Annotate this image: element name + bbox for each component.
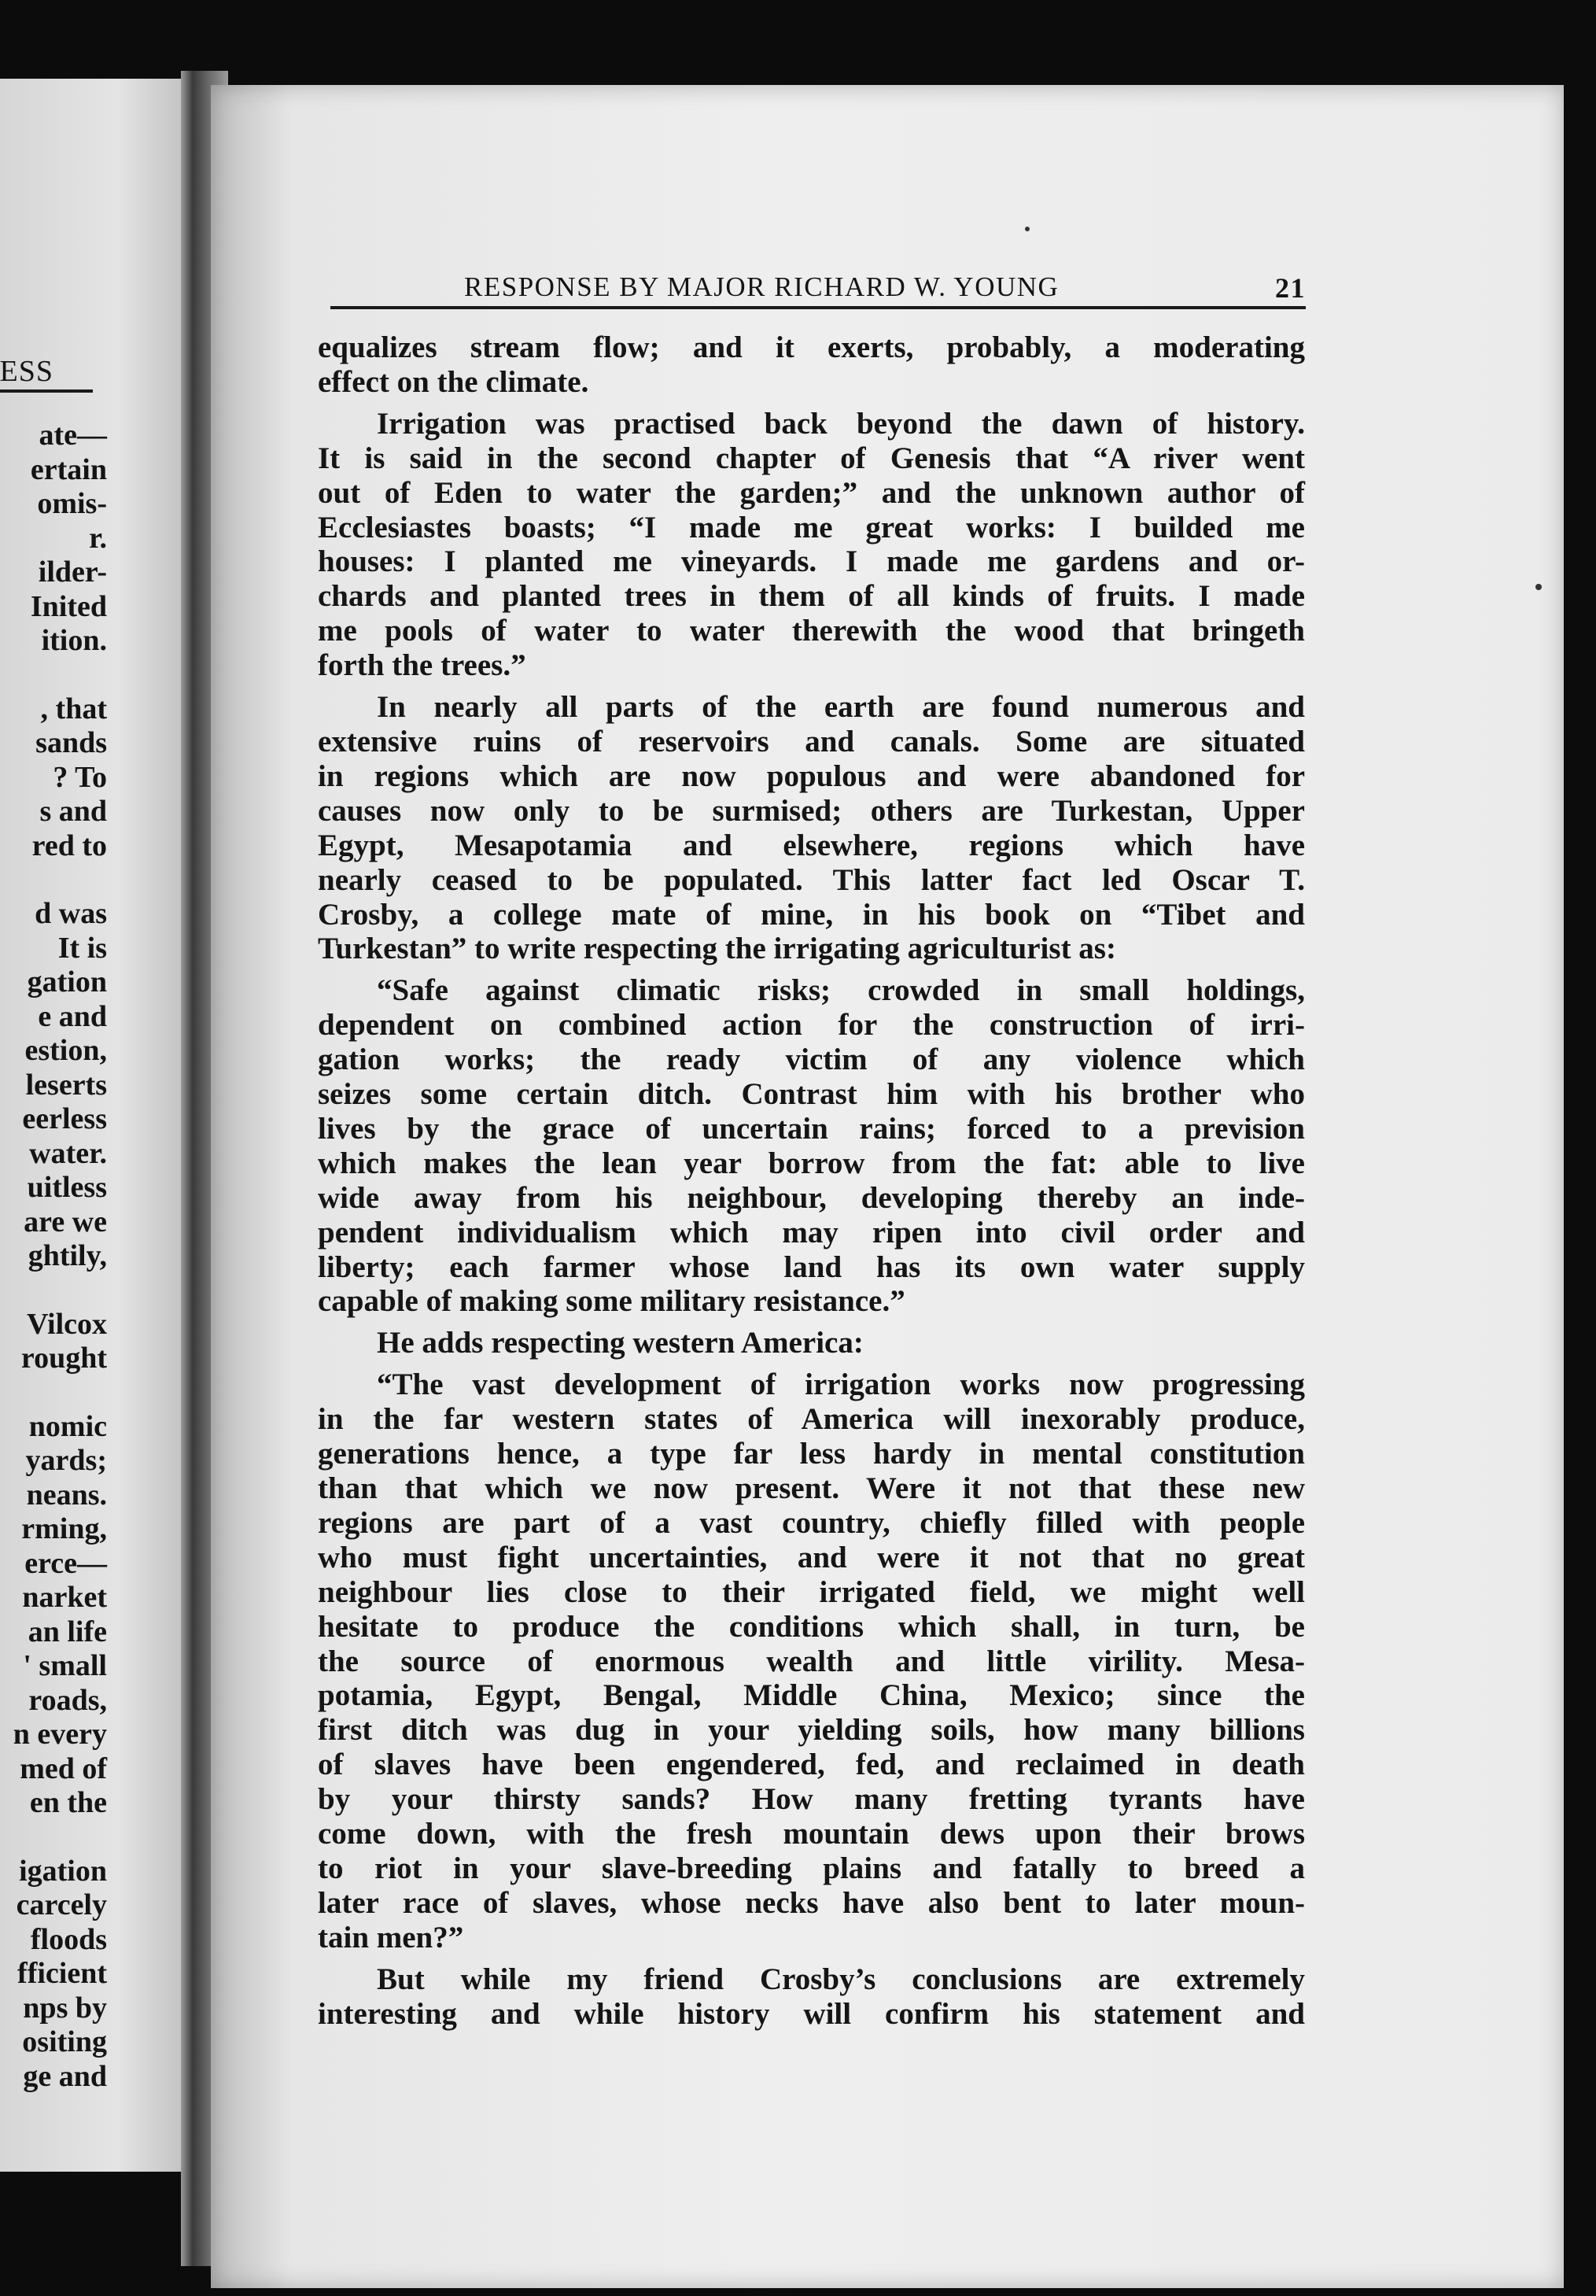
- left-page-line: ? To: [53, 760, 107, 794]
- left-page-line: ghtily,: [28, 1239, 107, 1272]
- text-line: Irrigation was practised back beyond the dawn of history.: [377, 406, 1305, 441]
- text-line: later race of slaves, whose necks have also bent to later moun-: [318, 1885, 1305, 1920]
- left-page-line: ate—: [39, 419, 107, 452]
- left-page-line: d was: [35, 897, 107, 930]
- text-line: tain men?”: [318, 1920, 464, 1955]
- text-line: causes now only to be surmised; others are Turkestan, Upper: [318, 793, 1305, 828]
- text-line: capable of making some military resistance.”: [318, 1284, 905, 1319]
- paragraph: [318, 330, 1305, 400]
- text-line: interesting and while history will confirm his statement and: [318, 1996, 1305, 2031]
- text-line: regions are part of a vast country, chiefly filled with people: [318, 1505, 1305, 1540]
- left-page-gap: [0, 1821, 107, 1855]
- paragraph: [318, 407, 1305, 683]
- left-page-running-head: ESS: [0, 355, 53, 388]
- text-line: which makes the lean year borrow from the fat: able to live: [318, 1146, 1305, 1180]
- paper-speck: [1535, 584, 1542, 590]
- text-line: dependent on combined action for the construction of irri-: [318, 1008, 1305, 1043]
- paragraph: [318, 1962, 1305, 2032]
- text-line: wide away from his neighbour, developing thereby an inde-: [318, 1180, 1305, 1215]
- left-page-line: ge and: [23, 2059, 107, 2093]
- text-line: He adds respecting western America:: [377, 1326, 864, 1360]
- text-line: Ecclesiastes boasts; “I made me great works: I builded me: [318, 510, 1305, 544]
- text-line: pendent individualism which may ripen into civil order and: [318, 1215, 1305, 1250]
- left-page-gap: [0, 863, 107, 897]
- text-line: potamia, Egypt, Bengal, Middle China, Mexico; since the: [318, 1678, 1305, 1713]
- running-head-title: RESPONSE BY MAJOR RICHARD W. YOUNG: [464, 271, 1060, 302]
- left-page-line: ition.: [41, 624, 107, 657]
- left-page-line: floods: [30, 1922, 107, 1956]
- text-line: generations hence, a type far less hardy in mental constitution: [318, 1437, 1305, 1471]
- text-line: Egypt, Mesapotamia and elsewhere, regions which have: [318, 828, 1305, 862]
- body-text: [318, 330, 1305, 2032]
- left-page-gap: [0, 659, 107, 692]
- paper-speck: [1025, 227, 1030, 231]
- left-page-line: nomic: [28, 1409, 107, 1443]
- text-line: me pools of water to water therewith the wood that bringeth: [318, 614, 1305, 648]
- left-page-line: uitless: [27, 1171, 107, 1204]
- text-line: to riot in your slave-breeding plains and fatally to breed a: [318, 1851, 1305, 1885]
- left-page-line: en the: [29, 1786, 107, 1819]
- text-line: hesitate to produce the conditions which shall, in turn, be: [318, 1609, 1305, 1644]
- left-page-line: are we: [24, 1205, 107, 1238]
- left-page-line: an life: [28, 1615, 107, 1648]
- left-page-line: r.: [89, 521, 107, 555]
- page-number: 21: [1275, 272, 1306, 304]
- paragraph-gap: [318, 1360, 1305, 1368]
- text-line: Turkestan” to write respecting the irrigating agriculturist as:: [318, 932, 1116, 966]
- paragraph-gap: [318, 966, 1305, 973]
- text-line: lives by the grace of uncertain rains; forced to a prevision: [318, 1111, 1305, 1146]
- text-line: neighbour lies close to their irrigated field, we might well: [318, 1574, 1305, 1609]
- left-page-line: yards;: [25, 1444, 107, 1477]
- text-line: gation works; the ready victim of any violence which: [318, 1043, 1305, 1077]
- paragraph: [318, 690, 1305, 966]
- left-page-header-rule: [0, 389, 93, 393]
- text-line: chards and planted trees in them of all kinds of fruits. I made: [318, 579, 1305, 614]
- text-line: forth the trees.”: [318, 648, 526, 683]
- text-line: who must fight uncertainties, and were it not that no great: [318, 1540, 1305, 1574]
- left-page-line: gation: [27, 965, 107, 999]
- paragraph-gap: [318, 1319, 1305, 1326]
- paragraph-gap: [318, 683, 1305, 690]
- left-page-line: omis-: [37, 487, 107, 520]
- text-line: come down, with the fresh mountain dews upon their brows: [318, 1817, 1305, 1851]
- text-line: first ditch was dug in your yielding soils, how many billions: [318, 1713, 1305, 1748]
- text-line: houses: I planted me vineyards. I made me gardens and or-: [318, 544, 1305, 579]
- text-line: “Safe against climatic risks; crowded in small holdings,: [377, 973, 1305, 1008]
- left-page-gap: [0, 1274, 107, 1308]
- left-page-line: e and: [38, 999, 107, 1033]
- left-page-line: water.: [29, 1136, 107, 1170]
- left-page-line: n every: [13, 1718, 107, 1751]
- left-page-line: It is: [57, 931, 107, 965]
- text-line: in regions which are now populous and were abandoned for: [318, 759, 1305, 793]
- left-page-line: sands: [35, 726, 107, 759]
- left-page-fragment: [0, 79, 195, 2172]
- left-page-gap: [0, 1376, 107, 1410]
- left-page-line: rming,: [21, 1512, 107, 1545]
- text-line: It is said in the second chapter of Genesis that “A river went: [318, 441, 1305, 475]
- text-line: effect on the climate.: [318, 364, 589, 399]
- left-page-line: narket: [22, 1581, 107, 1614]
- text-line: out of Eden to water the garden;” and the unknown author of: [318, 475, 1305, 510]
- text-line: by your thirsty sands? How many fretting tyrants have: [318, 1782, 1305, 1817]
- header-rule: [330, 306, 1306, 309]
- paragraph-gap: [318, 400, 1305, 407]
- left-page-line: nps by: [23, 1991, 107, 2025]
- left-page-text: [0, 419, 107, 2094]
- paragraph: [318, 1368, 1305, 1955]
- text-line: extensive ruins of reservoirs and canals. Some are situated: [318, 724, 1305, 759]
- left-page-line: igation: [19, 1854, 107, 1888]
- text-line: But while my friend Crosby’s conclusions are extremely: [377, 1962, 1305, 1996]
- text-line: equalizes stream flow; and it exerts, probably, a moderating: [318, 330, 1305, 364]
- left-page-line: ' small: [23, 1649, 107, 1682]
- left-page-line: leserts: [25, 1068, 107, 1102]
- text-line: liberty; each farmer whose land has its own water supply: [318, 1250, 1305, 1284]
- left-page-line: roads,: [28, 1683, 107, 1717]
- left-page-line: Inited: [30, 589, 107, 623]
- left-page-line: neans.: [26, 1478, 107, 1512]
- left-page-line: fficient: [17, 1957, 107, 1990]
- paragraph-gap: [318, 1955, 1305, 1962]
- left-page-line: carcely: [16, 1888, 107, 1921]
- left-page-line: ertain: [30, 452, 107, 486]
- left-page-line: ilder-: [38, 556, 107, 589]
- running-head: [464, 271, 1306, 311]
- left-page-line: , that: [40, 692, 107, 725]
- left-page-line: red to: [31, 829, 107, 862]
- left-page-line: erce—: [24, 1546, 107, 1580]
- text-line: than that which we now present. Were it not that these new: [318, 1471, 1305, 1505]
- left-page-line: Vilcox: [26, 1307, 107, 1341]
- text-line: nearly ceased to be populated. This latter fact led Oscar T.: [318, 862, 1305, 897]
- text-line: seizes some certain ditch. Contrast him with his brother who: [318, 1077, 1305, 1112]
- text-line: “The vast development of irrigation works now progressing: [377, 1368, 1305, 1402]
- left-page-line: rought: [20, 1342, 107, 1375]
- left-page-line: estion,: [24, 1034, 107, 1067]
- left-page-line: s and: [39, 795, 107, 828]
- text-line: In nearly all parts of the earth are found numerous and: [377, 690, 1305, 725]
- paragraph: [318, 973, 1305, 1319]
- left-page-line: med of: [20, 1752, 107, 1785]
- left-page-line: ositing: [22, 2025, 107, 2058]
- text-line: Crosby, a college mate of mine, in his book on “Tibet and: [318, 897, 1305, 932]
- text-line: in the far western states of America will inexorably produce,: [318, 1402, 1305, 1437]
- left-page-line: eerless: [22, 1102, 107, 1135]
- text-line: the source of enormous wealth and little virility. Mesa-: [318, 1644, 1305, 1678]
- text-line: of slaves have been engendered, fed, and reclaimed in death: [318, 1748, 1305, 1782]
- paragraph: [318, 1326, 1305, 1360]
